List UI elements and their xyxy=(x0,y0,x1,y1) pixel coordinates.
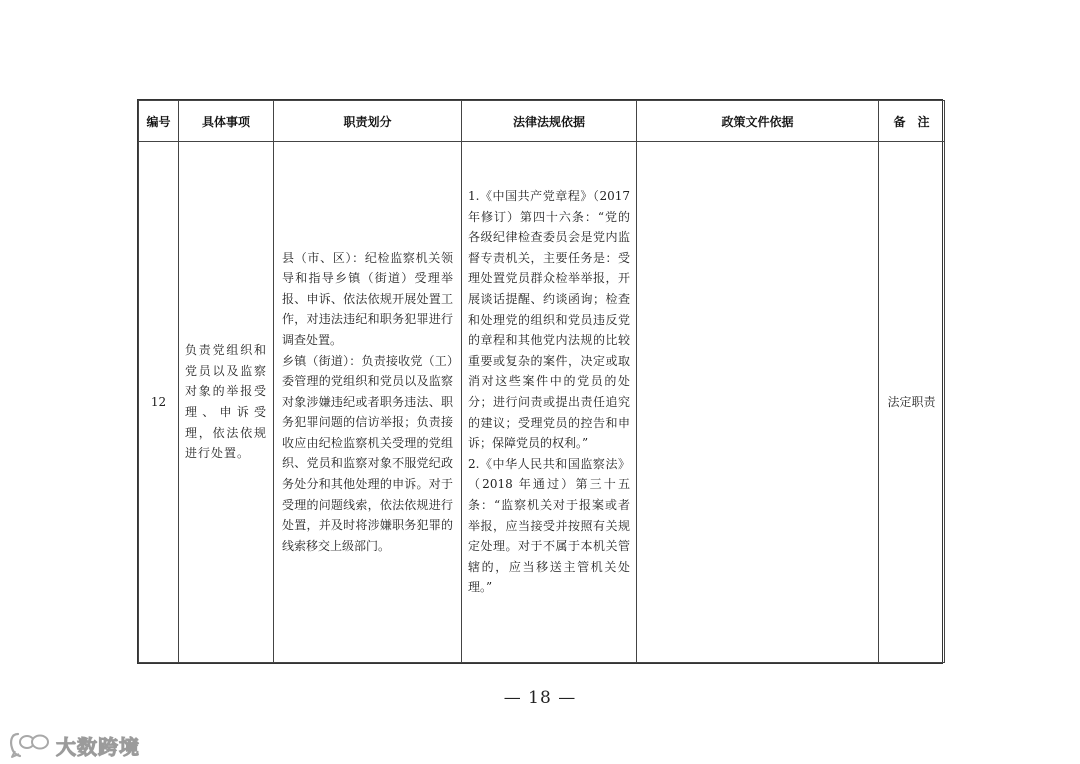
law-paragraph-party-constitution: 1.《中国共产党章程》（2017 年修订）第四十六条：“党的各级纪律检查委员会是党内监督专责机关，主要任务是：受理处置党员群众检举举报，开展谈话提醒、约谈函询；检查和处理党的组织和党员违反党的章程和其他党内法规的比较重要或复杂的案件，决定或取消对这些案件中的党员的处分；进行问责或提出责任追究的建议；受理党员的控告和申诉；保障党员的权利。” xyxy=(468,189,630,451)
table-row xyxy=(139,142,945,663)
chat-bubbles-logo-icon xyxy=(8,730,52,760)
cell-duty xyxy=(274,142,462,663)
header-duty: 职责划分 xyxy=(274,101,462,142)
header-number: 编号 xyxy=(139,101,179,142)
header-item: 具体事项 xyxy=(179,101,274,142)
duty-paragraph-county: 县（市、区）：纪检监察机关领导和指导乡镇（街道）受理举报、申诉、依法依规开展处置工作，对违法违纪和职务犯罪进行调查处置。 xyxy=(282,250,453,347)
header-remark: 备 注 xyxy=(879,101,945,142)
cell-policy xyxy=(637,142,879,663)
page-number: — 18 — xyxy=(503,688,577,708)
header-law: 法律法规依据 xyxy=(462,101,637,142)
cell-number: 12 xyxy=(139,142,179,663)
duty-table-container xyxy=(137,99,943,664)
law-paragraph-supervision-law: 2.《中华人民共和国监察法》（2018 年通过）第三十五条：“监察机关对于报案或者举报，应当接受并按照有关规定处理。对于不属于本机关管辖的，应当移送主管机关处理。” xyxy=(468,456,630,595)
watermark xyxy=(8,728,140,762)
duty-table xyxy=(138,100,945,663)
cell-remark: 法定职责 xyxy=(879,142,945,663)
header-policy: 政策文件依据 xyxy=(637,101,879,142)
watermark-text: 大数跨境 xyxy=(56,734,140,759)
duty-paragraph-township: 乡镇（街道）：负责接收党（工）委管理的党组织和党员以及监察对象涉嫌违纪或者职务违法、职务犯罪问题的信访举报；负责接收应由纪检监察机关受理的党组织、党员和监察对象不服党纪政务处分和其他处理的申诉。对于受理的问题线索，依法依规进行处置，并及时将涉嫌职务犯罪的线索移交上级部门。 xyxy=(282,353,453,553)
table-header-row xyxy=(139,101,945,142)
cell-item: 负责党组织和党员以及监察对象的举报受理、申诉受理，依法依规进行处置。 xyxy=(179,142,274,663)
cell-law xyxy=(462,142,637,663)
